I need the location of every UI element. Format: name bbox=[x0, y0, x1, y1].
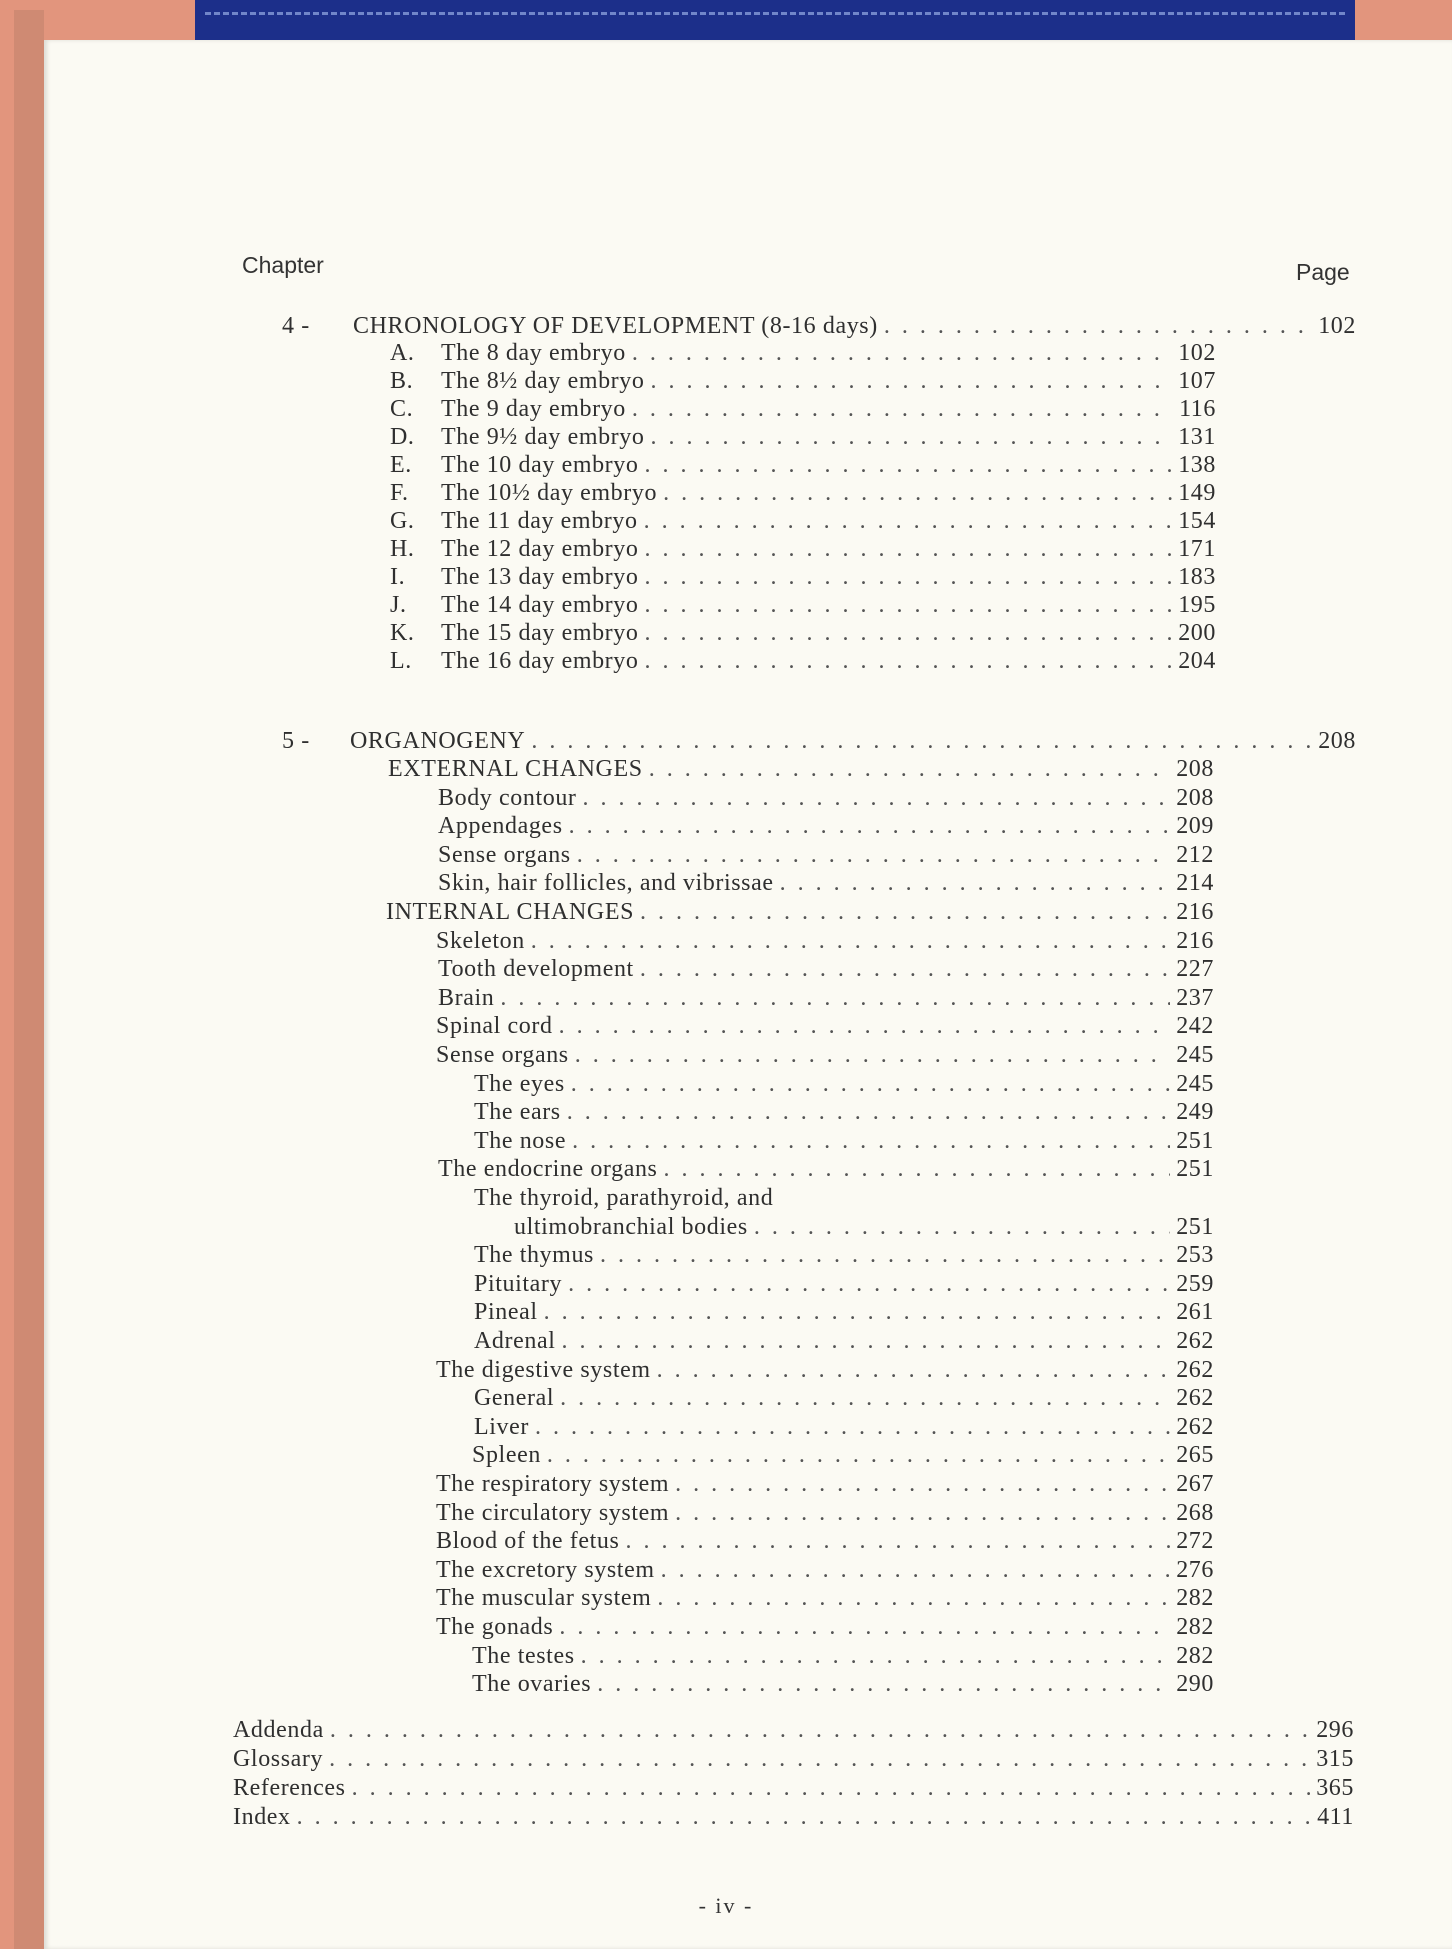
leader-dots bbox=[754, 1213, 1170, 1241]
page-header: Page bbox=[1296, 259, 1350, 285]
entry-label: The 9½ day embryo bbox=[441, 424, 645, 450]
entry-label: The nose bbox=[474, 1127, 567, 1154]
entry-letter: I. bbox=[390, 564, 406, 590]
toc-entry[interactable] bbox=[390, 507, 1216, 535]
leader-dots bbox=[560, 1384, 1170, 1412]
entry-label: Skeleton bbox=[436, 927, 525, 954]
page-number: 216 bbox=[1176, 927, 1214, 954]
entry-letter: F. bbox=[390, 480, 409, 506]
page-number: 208 bbox=[1318, 728, 1356, 754]
entry-label: The endocrine organs bbox=[438, 1156, 658, 1183]
leader-dots bbox=[663, 1155, 1170, 1183]
page-number: 138 bbox=[1178, 452, 1216, 478]
toc-entry[interactable] bbox=[474, 1241, 1214, 1269]
page-number: 149 bbox=[1178, 480, 1216, 506]
entry-label: The ovaries bbox=[472, 1671, 592, 1698]
entry-label: The digestive system bbox=[436, 1356, 651, 1383]
entry-label: The 11 day embryo bbox=[441, 508, 638, 534]
page-number: 276 bbox=[1176, 1556, 1214, 1583]
page-number: 261 bbox=[1176, 1299, 1214, 1326]
toc-entry[interactable] bbox=[474, 1413, 1214, 1441]
entry-label: The 9 day embryo bbox=[441, 396, 626, 422]
toc-entry[interactable] bbox=[474, 1070, 1214, 1098]
leader-dots bbox=[297, 1803, 1311, 1831]
toc-entry[interactable] bbox=[436, 1041, 1214, 1069]
entry-label: Skin, hair follicles, and vibrissae bbox=[438, 870, 774, 897]
toc-entry[interactable] bbox=[438, 784, 1214, 812]
toc-entry[interactable] bbox=[390, 451, 1216, 479]
leader-dots bbox=[644, 619, 1172, 647]
toc-entry[interactable] bbox=[436, 1527, 1214, 1555]
page-number: 253 bbox=[1176, 1242, 1214, 1269]
page-number: 102 bbox=[1178, 340, 1216, 366]
leader-dots bbox=[657, 1584, 1170, 1612]
toc-entry[interactable] bbox=[390, 619, 1216, 647]
toc-backmatter-entry[interactable] bbox=[233, 1803, 1354, 1831]
page-number: 200 bbox=[1178, 620, 1216, 646]
leader-dots bbox=[531, 927, 1170, 955]
entry-label: The thymus bbox=[474, 1242, 594, 1269]
toc-entry[interactable] bbox=[472, 1642, 1214, 1670]
leader-dots bbox=[544, 1298, 1171, 1326]
book-cover-edge bbox=[14, 10, 44, 1949]
entry-letter: G. bbox=[390, 508, 415, 534]
page-number: 268 bbox=[1176, 1499, 1214, 1526]
toc-entry[interactable] bbox=[436, 1012, 1214, 1040]
leader-dots bbox=[569, 812, 1171, 840]
entry-label: Sense organs bbox=[436, 1042, 569, 1068]
entry-label: Pituitary bbox=[474, 1270, 563, 1297]
entry-label: The 13 day embryo bbox=[441, 564, 639, 590]
leader-dots bbox=[559, 1613, 1170, 1641]
page-number: 242 bbox=[1176, 1013, 1214, 1040]
toc-entry[interactable] bbox=[436, 1584, 1214, 1612]
toc-entry[interactable] bbox=[388, 755, 1214, 783]
entry-label: References bbox=[233, 1775, 346, 1801]
leader-dots bbox=[583, 784, 1171, 812]
toc-entry[interactable] bbox=[436, 1556, 1214, 1584]
leader-dots bbox=[329, 1745, 1310, 1773]
page-number: 296 bbox=[1316, 1717, 1354, 1743]
entry-letter: C. bbox=[390, 396, 414, 422]
entry-label: The testes bbox=[472, 1642, 575, 1669]
cover-band-stitching bbox=[205, 12, 1345, 15]
toc-entry[interactable] bbox=[436, 1613, 1214, 1641]
leader-dots bbox=[640, 898, 1170, 926]
entry-label: Addenda bbox=[233, 1717, 324, 1743]
leader-dots bbox=[597, 1670, 1170, 1698]
leader-dots bbox=[575, 1041, 1170, 1069]
page-number: 209 bbox=[1176, 813, 1214, 840]
entry-label: The 8½ day embryo bbox=[441, 368, 645, 394]
page-number: 411 bbox=[1317, 1804, 1354, 1830]
leader-dots bbox=[663, 479, 1172, 507]
leader-dots bbox=[661, 1556, 1171, 1584]
toc-entry[interactable] bbox=[436, 1356, 1214, 1384]
entry-label: Adrenal bbox=[474, 1328, 556, 1354]
page-number: 272 bbox=[1176, 1528, 1214, 1555]
toc-entry[interactable] bbox=[390, 423, 1216, 451]
toc-entry[interactable] bbox=[436, 1499, 1214, 1527]
toc-entry[interactable] bbox=[438, 869, 1214, 897]
toc-entry[interactable] bbox=[390, 591, 1216, 619]
entry-label: The respiratory system bbox=[436, 1471, 670, 1497]
leader-dots bbox=[632, 339, 1172, 367]
page-number: 195 bbox=[1178, 592, 1216, 618]
page-number: 245 bbox=[1176, 1042, 1214, 1068]
page-number: 107 bbox=[1178, 368, 1216, 394]
page-number: 282 bbox=[1176, 1642, 1214, 1669]
leader-dots bbox=[644, 591, 1172, 619]
entry-label: Tooth development bbox=[438, 956, 634, 983]
chapter-header: Chapter bbox=[242, 252, 324, 278]
toc-entry[interactable] bbox=[390, 367, 1216, 395]
leader-dots bbox=[650, 423, 1172, 451]
page-number: 237 bbox=[1176, 984, 1214, 1011]
entry-label: The circulatory system bbox=[436, 1499, 670, 1526]
entry-label: Appendages bbox=[438, 813, 563, 840]
toc-entry[interactable] bbox=[438, 955, 1214, 983]
leader-dots bbox=[571, 1070, 1170, 1098]
page-number: 262 bbox=[1176, 1385, 1214, 1412]
toc-entry[interactable] bbox=[514, 1213, 1214, 1241]
toc-entry[interactable] bbox=[474, 1098, 1214, 1126]
toc-entry[interactable] bbox=[386, 898, 1214, 926]
page-number: 267 bbox=[1176, 1471, 1214, 1497]
page-number: 282 bbox=[1176, 1585, 1214, 1612]
entry-letter: A. bbox=[390, 340, 415, 366]
leader-dots bbox=[600, 1241, 1170, 1269]
entry-label: Index bbox=[233, 1804, 291, 1830]
toc-entry[interactable] bbox=[436, 1470, 1214, 1498]
toc-entry[interactable] bbox=[472, 1441, 1214, 1469]
leader-dots bbox=[500, 984, 1170, 1012]
leader-dots bbox=[562, 1327, 1171, 1355]
entry-label: The 15 day embryo bbox=[441, 620, 639, 646]
toc-entry[interactable] bbox=[390, 479, 1216, 507]
page-number: 315 bbox=[1316, 1746, 1354, 1772]
entry-label: The 14 day embryo bbox=[441, 592, 639, 618]
page-number: 212 bbox=[1176, 841, 1214, 868]
leader-dots bbox=[531, 727, 1312, 755]
page-number: 171 bbox=[1178, 536, 1216, 562]
page-number: 245 bbox=[1176, 1070, 1214, 1097]
entry-label: INTERNAL CHANGES bbox=[386, 899, 635, 925]
page-number: 365 bbox=[1316, 1775, 1354, 1801]
page-number: 154 bbox=[1178, 508, 1216, 534]
leader-dots bbox=[644, 507, 1173, 535]
toc-entry-text: The thyroid, parathyroid, and bbox=[474, 1185, 774, 1211]
leader-dots bbox=[675, 1470, 1170, 1498]
entry-letter: B. bbox=[390, 368, 414, 394]
entry-letter: L. bbox=[390, 648, 412, 674]
page-number: 227 bbox=[1176, 956, 1214, 983]
page-number: 214 bbox=[1176, 870, 1214, 897]
toc-backmatter-entry[interactable] bbox=[233, 1716, 1354, 1744]
entry-label: Blood of the fetus bbox=[436, 1528, 620, 1555]
chapter-number: 4 - bbox=[282, 313, 310, 339]
leader-dots bbox=[330, 1716, 1310, 1744]
toc-backmatter-entry[interactable] bbox=[233, 1774, 1354, 1802]
entry-label: ultimobranchial bodies bbox=[514, 1213, 748, 1240]
page-number: 249 bbox=[1176, 1099, 1214, 1126]
page-number: 208 bbox=[1176, 756, 1214, 782]
toc-entry[interactable] bbox=[438, 984, 1214, 1012]
entry-label: The 10½ day embryo bbox=[441, 480, 658, 506]
toc-chapter-5[interactable] bbox=[282, 727, 1356, 755]
toc-entry[interactable] bbox=[472, 1670, 1214, 1698]
leader-dots bbox=[581, 1642, 1171, 1670]
page-number: 262 bbox=[1176, 1328, 1214, 1354]
entry-label: EXTERNAL CHANGES bbox=[388, 756, 643, 782]
leader-dots bbox=[352, 1774, 1311, 1802]
entry-label: The 10 day embryo bbox=[441, 452, 639, 478]
entry-letter: D. bbox=[390, 424, 415, 450]
leader-dots bbox=[644, 647, 1172, 675]
chapter-number: 5 - bbox=[282, 728, 310, 754]
leader-dots bbox=[649, 755, 1170, 783]
page-folio: - iv - bbox=[698, 1893, 754, 1918]
page-number: 102 bbox=[1318, 313, 1356, 339]
entry-letter: H. bbox=[390, 536, 415, 562]
entry-label: The 8 day embryo bbox=[441, 340, 626, 366]
toc-entry[interactable] bbox=[474, 1384, 1214, 1412]
entry-label: The excretory system bbox=[436, 1556, 655, 1583]
toc-entry[interactable] bbox=[390, 563, 1216, 591]
entry-label: Glossary bbox=[233, 1746, 324, 1772]
leader-dots bbox=[644, 563, 1172, 591]
toc-backmatter-entry[interactable] bbox=[233, 1745, 1354, 1773]
leader-dots bbox=[640, 955, 1170, 983]
entry-label: Brain bbox=[438, 984, 495, 1011]
entry-label: Spleen bbox=[472, 1442, 541, 1469]
entry-letter: J. bbox=[390, 592, 407, 618]
page-number: 208 bbox=[1176, 784, 1214, 811]
toc-entry[interactable] bbox=[390, 339, 1216, 367]
entry-label: Liver bbox=[474, 1413, 529, 1440]
page-number: 251 bbox=[1176, 1127, 1214, 1154]
chapter-title: CHRONOLOGY OF DEVELOPMENT (8-16 days) bbox=[353, 313, 878, 339]
entry-label: The ears bbox=[474, 1099, 561, 1126]
entry-label: Pineal bbox=[474, 1299, 538, 1326]
toc-entry[interactable] bbox=[436, 927, 1214, 955]
leader-dots bbox=[657, 1356, 1171, 1384]
page-number: 265 bbox=[1176, 1442, 1214, 1469]
leader-dots bbox=[568, 1270, 1170, 1298]
entry-label: General bbox=[474, 1385, 555, 1412]
leader-dots bbox=[675, 1499, 1170, 1527]
leader-dots bbox=[535, 1413, 1170, 1441]
leader-dots bbox=[567, 1098, 1170, 1126]
toc-entry[interactable] bbox=[474, 1327, 1214, 1355]
toc-entry[interactable] bbox=[438, 1155, 1214, 1183]
leader-dots bbox=[547, 1441, 1170, 1469]
entry-label: The eyes bbox=[474, 1070, 565, 1097]
page-number: 290 bbox=[1176, 1671, 1214, 1698]
page-number: 131 bbox=[1178, 424, 1216, 450]
page-number: 251 bbox=[1176, 1213, 1214, 1240]
entry-label: The gonads bbox=[436, 1614, 554, 1640]
page-number: 259 bbox=[1176, 1270, 1214, 1297]
toc-entry[interactable] bbox=[474, 1298, 1214, 1326]
toc-chapter-4[interactable] bbox=[282, 312, 1356, 340]
toc-entry[interactable] bbox=[474, 1127, 1214, 1155]
toc-entry[interactable] bbox=[390, 535, 1216, 563]
leader-dots bbox=[780, 869, 1171, 897]
page-number: 183 bbox=[1178, 564, 1216, 590]
entry-letter: K. bbox=[390, 620, 415, 646]
leader-dots bbox=[644, 535, 1172, 563]
toc-entry[interactable] bbox=[390, 647, 1216, 675]
entry-label: The 16 day embryo bbox=[441, 648, 639, 674]
toc-entry[interactable] bbox=[438, 812, 1214, 840]
toc-entry[interactable] bbox=[438, 841, 1214, 869]
chapter-title: ORGANOGENY bbox=[350, 728, 526, 754]
page-number: 204 bbox=[1178, 648, 1216, 674]
entry-label: Body contour bbox=[438, 784, 577, 811]
toc-entry[interactable] bbox=[390, 395, 1216, 423]
page-number: 262 bbox=[1176, 1413, 1214, 1440]
entry-label: Sense organs bbox=[438, 841, 571, 868]
leader-dots bbox=[632, 395, 1173, 423]
toc-entry[interactable] bbox=[474, 1270, 1214, 1298]
page-number: 262 bbox=[1176, 1356, 1214, 1383]
leader-dots bbox=[577, 841, 1170, 869]
leader-dots bbox=[884, 312, 1312, 340]
leader-dots bbox=[650, 367, 1172, 395]
entry-label: The muscular system bbox=[436, 1585, 652, 1612]
leader-dots bbox=[644, 451, 1172, 479]
page-number: 251 bbox=[1176, 1156, 1214, 1183]
page-number: 282 bbox=[1176, 1614, 1214, 1640]
leader-dots bbox=[572, 1127, 1170, 1155]
page-number: 116 bbox=[1179, 396, 1216, 422]
leader-dots bbox=[625, 1527, 1170, 1555]
entry-letter: E. bbox=[390, 452, 412, 478]
entry-label: Spinal cord bbox=[436, 1013, 553, 1040]
cover-band bbox=[195, 0, 1355, 44]
page-number: 216 bbox=[1176, 899, 1214, 925]
leader-dots bbox=[559, 1012, 1171, 1040]
entry-label: The 12 day embryo bbox=[441, 536, 639, 562]
